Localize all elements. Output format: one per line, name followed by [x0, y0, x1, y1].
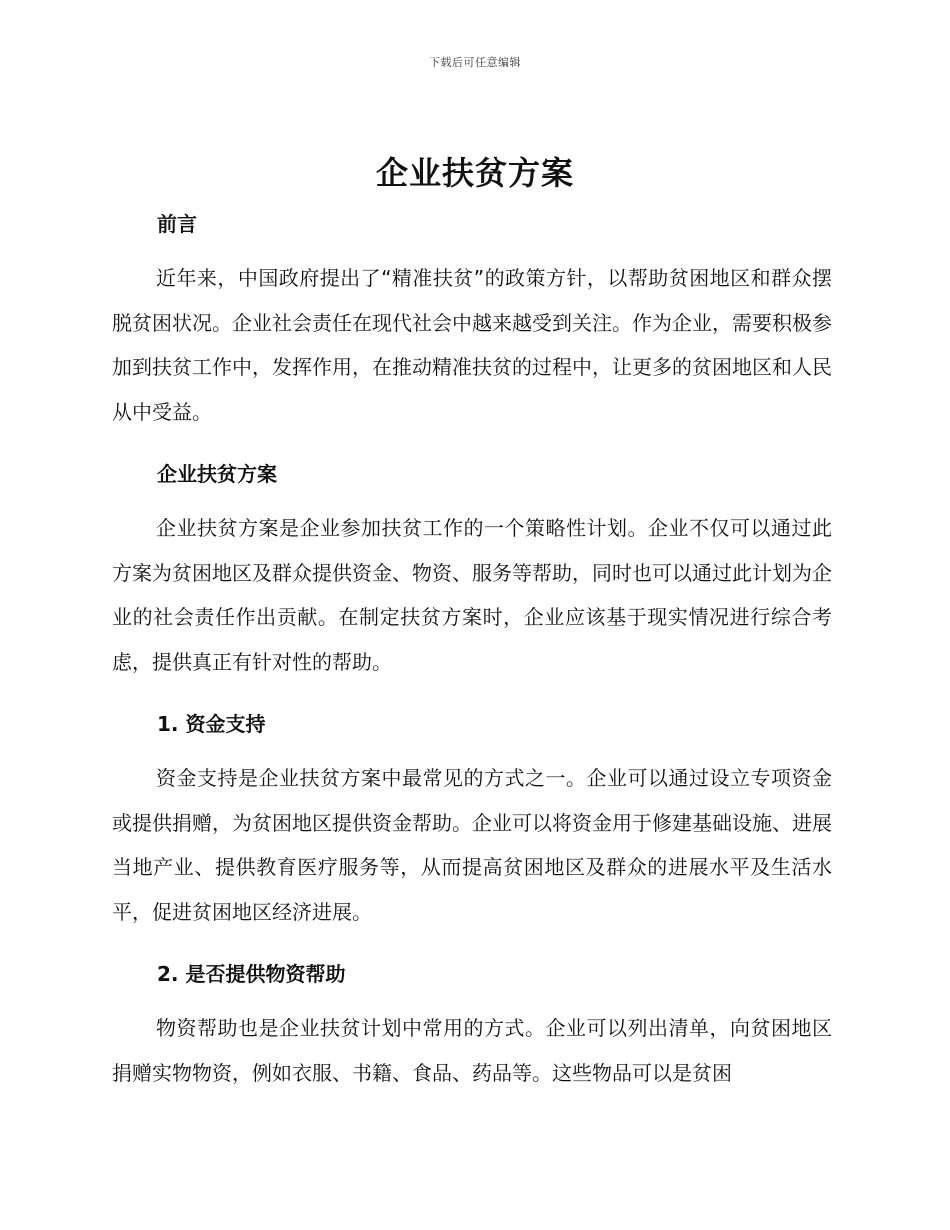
paragraph-preface: 近年来，中国政府提出了“精准扶贫”的政策方针，以帮助贫困地区和群众摆脱贫困状况。企业社会责任在现代社会中越来越受到关注。作为企业，需要积极参加到扶贫工作中，发挥作用，在推动精准扶贫的过程中，让更多的贫困地区和人民从中受益。 [112, 266, 832, 424]
document-title: 企业扶贫方案 [375, 154, 574, 192]
paragraph-materials: 物资帮助也是企业扶贫计划中常用的方式。企业可以列出清单，向贫困地区捐赠实物物资，例如衣服、书籍、食品、药品等。这些物品可以是贫困 [112, 1016, 832, 1085]
section-heading-funding: 1. 资金支持 [157, 712, 266, 736]
header-note: 下载后可任意编辑 [429, 56, 521, 69]
section-heading-materials: 2. 是否提供物资帮助 [157, 962, 346, 986]
section-heading-preface: 前言 [157, 212, 197, 236]
paragraph-plan: 企业扶贫方案是企业参加扶贫工作的一个策略性计划。企业不仅可以通过此方案为贫困地区及群众提供资金、物资、服务等帮助，同时也可以通过此计划为企业的社会责任作出贡献。在制定扶贫方案时，企业应该基于现实情况进行综合考虑，提供真正有针对性的帮助。 [112, 516, 832, 674]
paragraph-funding: 资金支持是企业扶贫方案中最常见的方式之一。企业可以通过设立专项资金或提供捐赠，为贫困地区提供资金帮助。企业可以将资金用于修建基础设施、进展当地产业、提供教育医疗服务等，从而提高贫困地区及群众的进展水平及生活水平，促进贫困地区经济进展。 [112, 766, 832, 924]
section-heading-plan: 企业扶贫方案 [157, 462, 277, 486]
